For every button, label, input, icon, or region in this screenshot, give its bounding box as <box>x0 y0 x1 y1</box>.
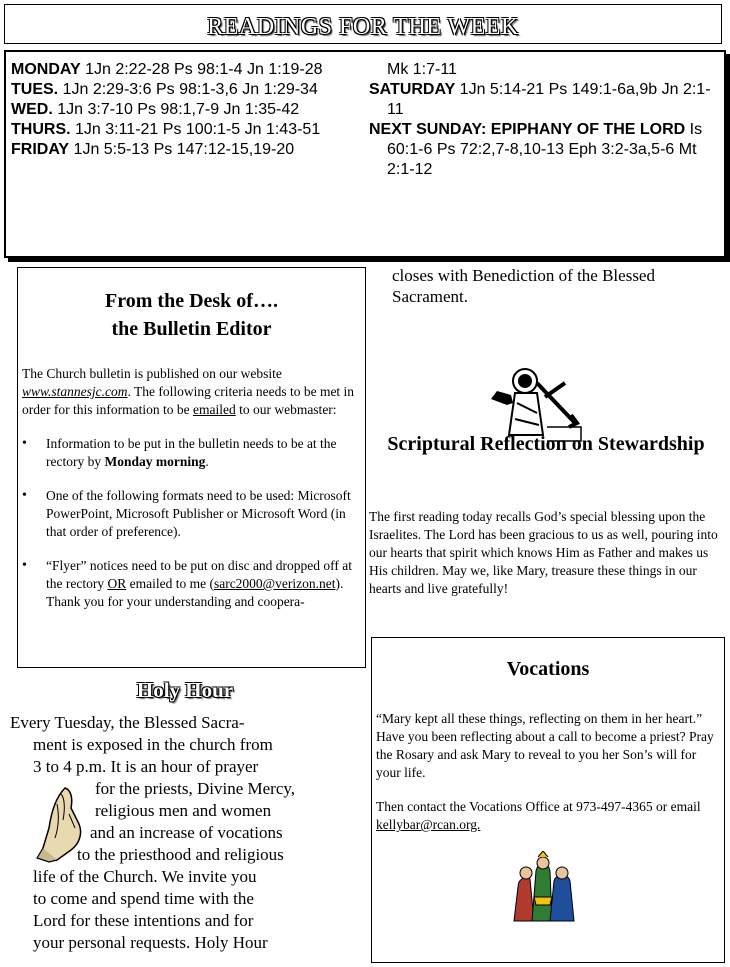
reading-text: 1Jn 2:22-28 Ps 98:1-4 Jn 1:19-28 <box>80 61 323 78</box>
reading-day: NEXT SUNDAY: EPIPHANY OF THE LORD <box>369 121 686 138</box>
reading-day: WED. <box>11 101 53 118</box>
reading-text: 1Jn 5:14-21 Ps 149:1-6a,9b Jn 2:1-11 <box>387 81 711 118</box>
reading-day: THURS. <box>11 121 71 138</box>
deadline-text: Monday morning <box>104 454 206 469</box>
reading-text: Mk 1:7-11 <box>387 61 457 78</box>
text: . The following criteria needs to be met in order for this information to be <box>22 384 355 417</box>
thanks-text: Thank you for your understanding and coopera- <box>46 594 305 609</box>
text-line: 3 to 4 p.m. It is an hour of prayer <box>33 757 259 776</box>
editor-title-line1: From the Desk of…. <box>105 290 278 312</box>
or-text: OR <box>107 576 127 591</box>
text-line: your personal requests. Holy Hour <box>33 933 268 952</box>
website-link[interactable]: www.stannesjc.com <box>22 384 128 399</box>
reading-day: TUES. <box>11 81 59 98</box>
text-line: to come and spend time with the <box>33 889 254 908</box>
page-title: READINGS FOR THE WEEK <box>207 14 519 40</box>
text: to our webmaster: <box>235 402 337 417</box>
text: emailed to me ( <box>126 576 214 591</box>
editor-title <box>17 287 366 343</box>
text: “Flyer” notices need to be put on disc and dropped off at the rectory <box>46 558 353 591</box>
list-item <box>46 435 360 471</box>
stewardship-title: Scriptural Reflection on Stewardship <box>387 433 705 455</box>
reading-saturday <box>369 80 721 120</box>
email-link[interactable]: kellybar@rcan.org. <box>376 817 481 832</box>
reading-wednesday <box>11 100 363 120</box>
reading-text: 1Jn 3:7-10 Ps 98:1,7-9 Jn 1:35-42 <box>52 101 300 118</box>
vocations-body <box>376 710 718 850</box>
list-item <box>46 557 360 611</box>
reading-tuesday <box>11 80 363 100</box>
text: One of the following formats need to be used: Microsoft PowerPoint, Microsoft Publisher or Microsoft Word (in that order of preference). <box>46 488 351 539</box>
emailed-text: emailed <box>192 402 236 417</box>
benediction-text: closes with Benediction of the Blessed Sacrament. <box>392 266 655 306</box>
text: ). <box>335 576 344 591</box>
text: Information to be put in the bulletin needs to be at the rectory by <box>46 436 337 469</box>
editor-title-line2: the Bulletin Editor <box>111 318 272 340</box>
reading-friday-cont <box>369 60 721 80</box>
vocations-title: Vocations <box>506 658 590 680</box>
reading-day: FRIDAY <box>11 141 70 158</box>
praying-hands-icon <box>35 784 90 864</box>
text-line: ment is exposed in the church from <box>33 735 273 754</box>
text-line: Every Tuesday, the Blessed Sacra- <box>10 713 245 732</box>
vocations-contact <box>376 798 718 834</box>
email-link[interactable]: sarc2000@verizon.net <box>213 576 336 591</box>
editor-body <box>22 365 360 611</box>
text-line: for the priests, Divine Mercy, <box>95 779 296 798</box>
reading-thursday <box>11 120 363 140</box>
reading-day: MONDAY <box>11 61 81 78</box>
text-line: Lord for these intentions and for <box>33 911 254 930</box>
list-item <box>46 487 360 541</box>
text-line: to the priesthood and religious <box>77 845 284 864</box>
criteria-list <box>22 435 360 611</box>
text: The Church bulletin is published on our website <box>22 366 282 381</box>
reading-monday <box>11 60 363 80</box>
text: . <box>205 454 209 469</box>
readings-left-column <box>11 60 363 160</box>
text-line: and an increase of vocations <box>90 823 283 842</box>
reading-text: 1Jn 2:29-3:6 Ps 98:1-3,6 Jn 1:29-34 <box>58 81 318 98</box>
editor-intro <box>22 365 360 419</box>
reading-friday <box>11 140 363 160</box>
text-line: religious men and women <box>95 801 272 820</box>
vocations-paragraph: “Mary kept all these things, reflecting on them in her heart.” Have you been reflecting about a call to become a priest? Pray the Rosary and ask Mary to reveal to you her Son’s will for your life. <box>376 711 714 780</box>
text-line: life of the Church. We invite you <box>33 867 257 886</box>
holy-hour-title: Holy Hour <box>136 678 234 702</box>
reading-text: 1Jn 5:5-13 Ps 147:12-15,19-20 <box>69 141 295 158</box>
nativity-figures-icon <box>508 851 578 923</box>
reading-text: Is 60:1-6 Ps 72:2,7-8,10-13 Eph 3:2-3a,5-6 Mt 2:1-12 <box>387 121 703 178</box>
reading-next-sunday <box>369 120 721 180</box>
reading-text: 1Jn 3:11-21 Ps 100:1-5 Jn 1:43-51 <box>70 121 321 138</box>
readings-box <box>4 50 726 258</box>
text: Then contact the Vocations Office at 973-497-4365 or email <box>376 799 701 814</box>
stewardship-body: The first reading today recalls God’s special blessing upon the Israelites. The Lord has been gracious to us as well, pouring into our hearts that spirit which knows Him as Father and makes us His children. May we, like Mary, treasure these things in our hearts and live gratefully! <box>369 509 718 596</box>
reading-day: SATURDAY <box>369 81 456 98</box>
readings-right-column <box>369 60 721 180</box>
